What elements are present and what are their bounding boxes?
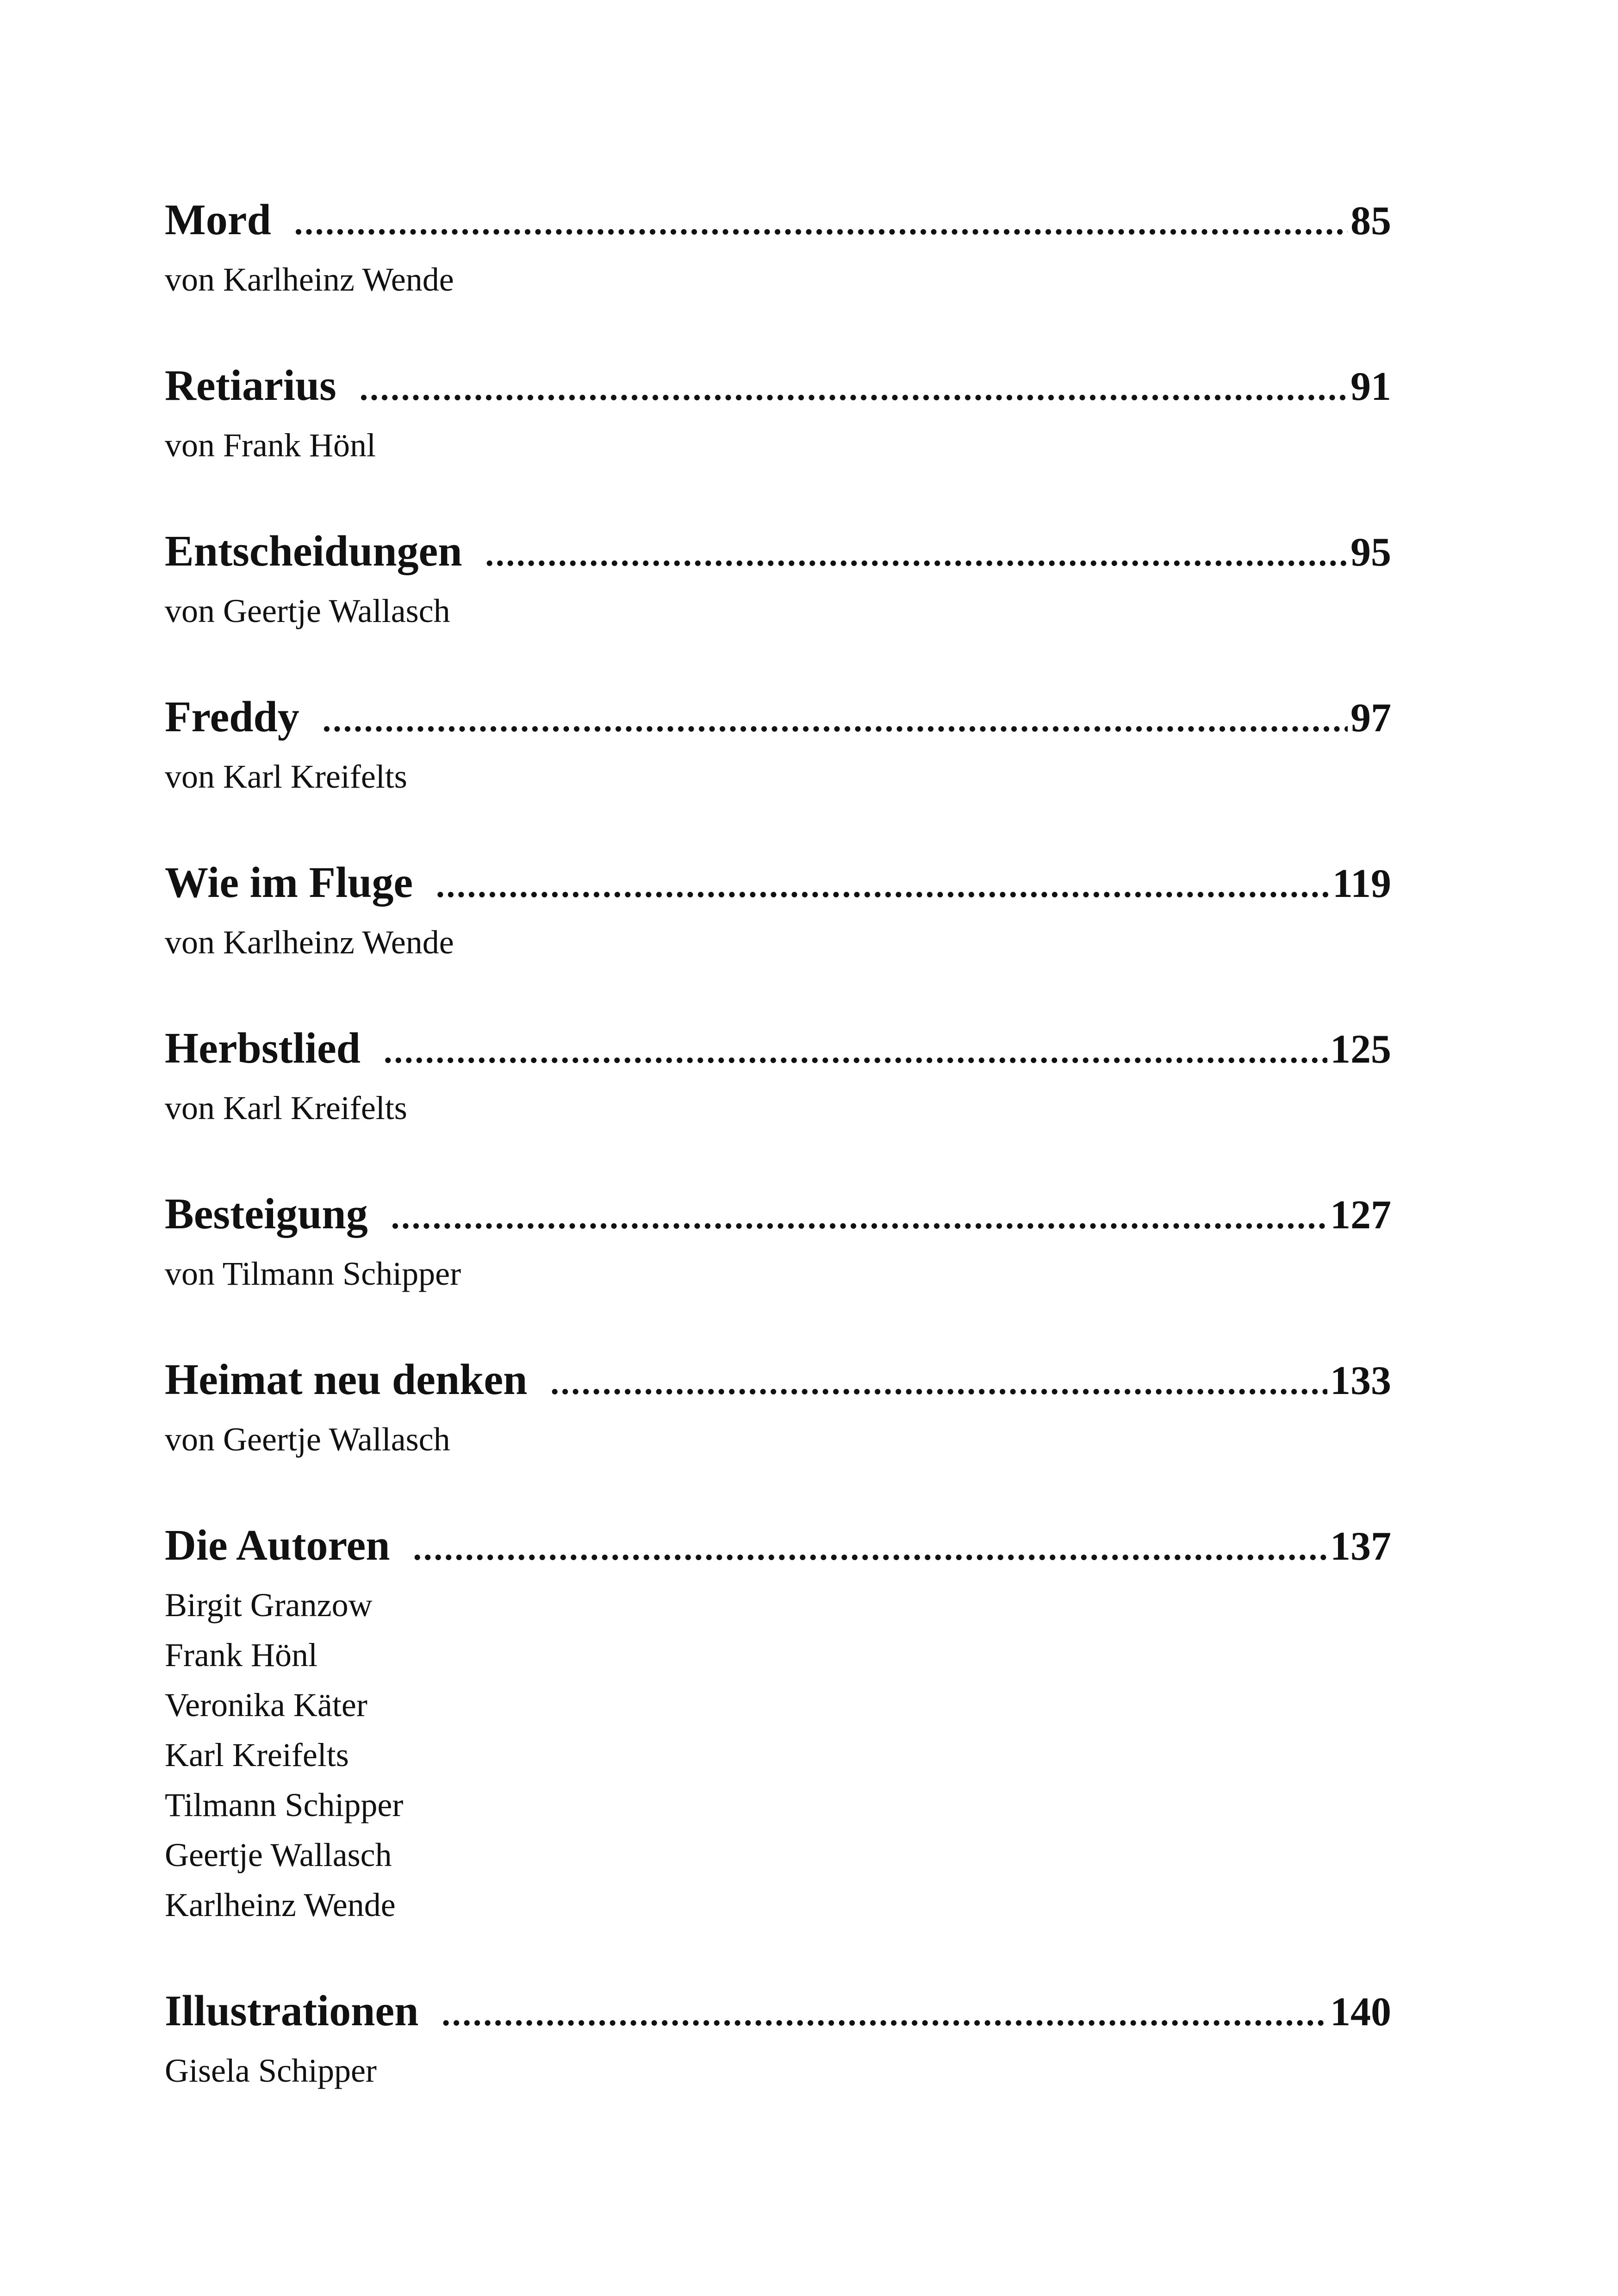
- toc-entry-page-number: 140: [1330, 1990, 1391, 2035]
- table-of-contents: [165, 185, 1391, 2142]
- toc-entry-wie-im-fluge[interactable]: [165, 848, 1391, 967]
- toc-entry-page-number: 137: [1330, 1524, 1391, 1569]
- dot-leader: [323, 685, 1348, 755]
- dot-leader: [391, 1182, 1327, 1252]
- toc-entry-page-number: 97: [1350, 696, 1391, 740]
- toc-entry-header: [165, 1345, 1391, 1414]
- toc-entry-author: von Karl Kreifelts: [165, 758, 407, 795]
- toc-entry-header: [165, 1976, 1391, 2046]
- author-name: Birgit Granzow: [165, 1587, 373, 1624]
- toc-entry-title: Die Autoren: [165, 1521, 390, 1569]
- toc-entry-author: von Karlheinz Wende: [165, 261, 454, 298]
- author-name: Geertje Wallasch: [165, 1836, 392, 1873]
- toc-entry-page-number: 119: [1332, 861, 1391, 906]
- author-name: Veronika Käter: [165, 1686, 367, 1724]
- toc-entry-die-autoren[interactable]: [165, 1511, 1391, 1930]
- toc-entry-author: von Frank Hönl: [165, 427, 376, 464]
- toc-entry-page-number: 127: [1330, 1193, 1391, 1238]
- toc-entry-title: Besteigung: [165, 1190, 368, 1238]
- toc-entry-illustrationen[interactable]: [165, 1976, 1391, 2096]
- toc-entry-title: Illustrationen: [165, 1987, 419, 2035]
- dot-leader: [436, 851, 1330, 921]
- toc-entry-header: [165, 848, 1391, 917]
- toc-entry-page-number: 95: [1350, 530, 1391, 575]
- toc-entry-header: [165, 1179, 1391, 1249]
- toc-entry-header: [165, 1014, 1391, 1083]
- toc-entry-header: [165, 351, 1391, 420]
- toc-entry-title: Freddy: [165, 693, 299, 741]
- toc-entry-title: Mord: [165, 196, 271, 244]
- toc-entry-page-number: 125: [1330, 1027, 1391, 1072]
- toc-entry-author: von Karl Kreifelts: [165, 1089, 407, 1126]
- toc-entry-author: Gisela Schipper: [165, 2052, 377, 2089]
- toc-entry-author: von Geertje Wallasch: [165, 592, 450, 629]
- toc-entry-retiarius[interactable]: [165, 351, 1391, 470]
- toc-entry-title: Herbstlied: [165, 1024, 361, 1072]
- author-name: Frank Hönl: [165, 1636, 317, 1674]
- dot-leader: [442, 1979, 1327, 2049]
- dot-leader: [413, 1514, 1327, 1583]
- toc-entry-author: von Karlheinz Wende: [165, 924, 454, 961]
- toc-entry-freddy[interactable]: [165, 682, 1391, 802]
- dot-leader: [384, 1017, 1327, 1086]
- toc-entry-author: von Tilmann Schipper: [165, 1255, 461, 1292]
- toc-entry-herbstlied[interactable]: [165, 1014, 1391, 1133]
- author-name: Karl Kreifelts: [165, 1736, 349, 1773]
- toc-entry-page-number: 91: [1350, 364, 1391, 409]
- toc-entry-header: [165, 682, 1391, 752]
- toc-entry-header: [165, 516, 1391, 586]
- toc-entry-header: [165, 185, 1391, 255]
- toc-entry-page-number: 133: [1330, 1358, 1391, 1403]
- toc-entry-besteigung[interactable]: [165, 1179, 1391, 1299]
- author-name: Tilmann Schipper: [165, 1786, 404, 1823]
- toc-entry-header: [165, 1511, 1391, 1580]
- author-name: Karlheinz Wende: [165, 1886, 396, 1923]
- toc-entry-page-number: 85: [1350, 199, 1391, 243]
- toc-entry-author: von Geertje Wallasch: [165, 1421, 450, 1458]
- dot-leader: [485, 520, 1348, 589]
- toc-entry-title: Retiarius: [165, 361, 336, 410]
- toc-entry-title: Heimat neu denken: [165, 1356, 528, 1404]
- toc-entry-title: Entscheidungen: [165, 527, 462, 575]
- toc-entry-mord[interactable]: [165, 185, 1391, 305]
- toc-entry-heimat-neu-denken[interactable]: [165, 1345, 1391, 1464]
- toc-entry-title: Wie im Fluge: [165, 859, 413, 907]
- toc-entry-entscheidungen[interactable]: [165, 516, 1391, 636]
- dot-leader: [294, 188, 1348, 258]
- dot-leader: [550, 1348, 1327, 1418]
- dot-leader: [360, 354, 1348, 423]
